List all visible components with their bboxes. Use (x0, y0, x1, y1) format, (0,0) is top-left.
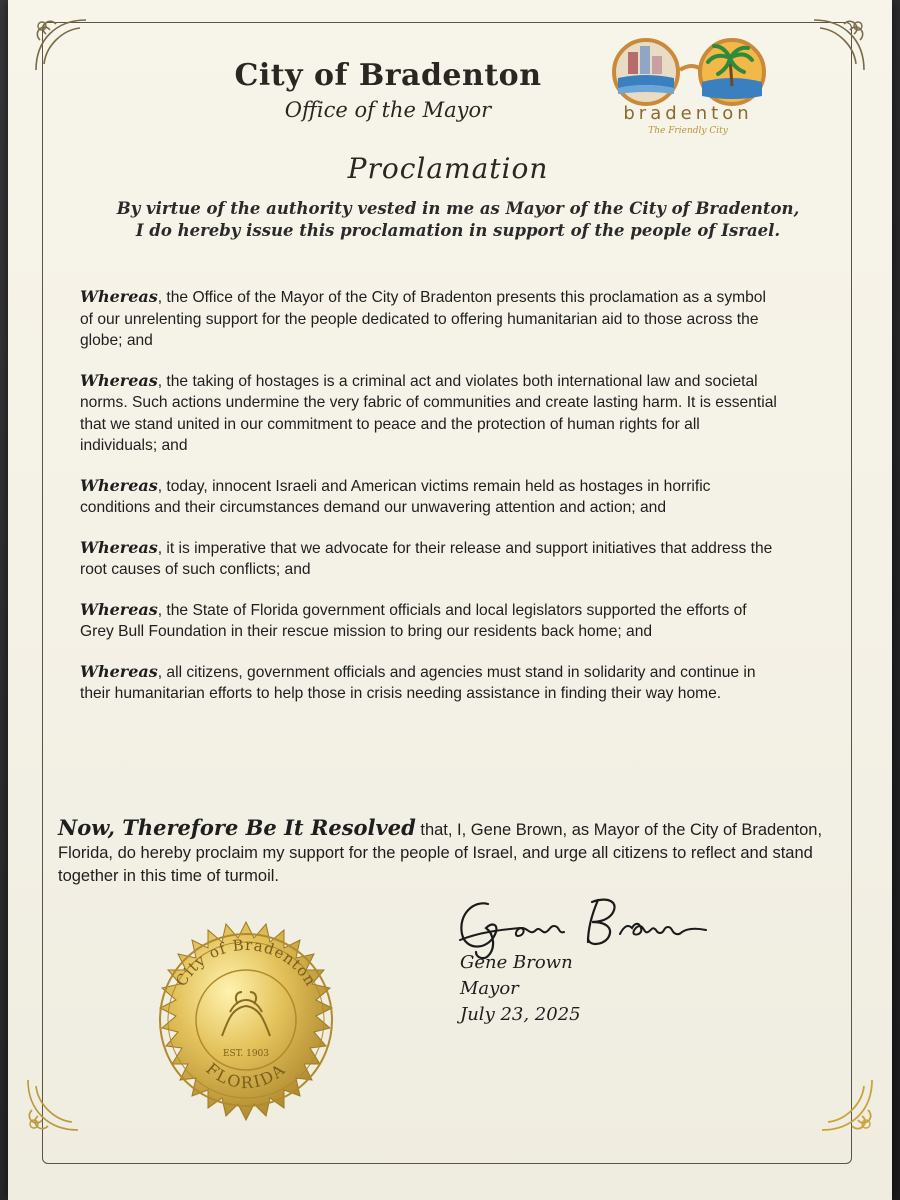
logo-tagline: The Friendly City (648, 126, 728, 136)
whereas-clause (80, 475, 780, 519)
signature-date: July 23, 2025 (460, 1004, 581, 1025)
intro-statement (98, 198, 818, 242)
intro-line-2: I do hereby issue this proclamation in support of the people of Israel. (135, 221, 781, 240)
proclamation-document (8, 0, 892, 1200)
clause-text: , it is imperative that we advocate for their release and support initiatives that address the root causes of such conflicts; and (80, 539, 773, 578)
whereas-clause (80, 661, 780, 705)
resolved-text: that, I, Gene Brown, as Mayor of the City of Bradenton, Florida, do hereby proclaim my support for the people of Israel, and urge all citizens to reflect and stand together in this time of turmoil. (58, 821, 823, 885)
clause-text: , the State of Florida government officials and local legislators supported the efforts of Grey Bull Foundation in their rescue mission to bring our residents back home; and (80, 601, 747, 640)
intro-line-1: By virtue of the authority vested in me as Mayor of the City of Bradenton, (116, 199, 800, 218)
whereas-lead: Whereas (80, 661, 158, 681)
mayor-signature (448, 890, 748, 960)
resolution-paragraph (58, 816, 848, 888)
whereas-lead: Whereas (80, 370, 158, 390)
document-title: City of Bradenton (234, 58, 542, 93)
seal-established: EST. 1903 (222, 1049, 270, 1059)
seal-top-text: City of Bradenton (172, 935, 321, 990)
seal-bottom-text: FLORIDA (202, 1059, 290, 1093)
clause-text: , the taking of hostages is a criminal act and violates both international law and societal norms. Such actions undermine the very fabric of communities and create lasting harm. It is essential that we stand united in our commitment to peace and the protection of human rights for all individuals; and (80, 372, 777, 454)
whereas-lead: Whereas (80, 475, 158, 495)
corner-flourish-top-left (26, 10, 96, 80)
clause-text: , today, innocent Israeli and American victims remain held as hostages in horrific conditions and their circumstances demand our unwavering attention and action; and (80, 477, 711, 516)
gold-city-seal-icon (126, 900, 366, 1140)
corner-flourish-bottom-left (18, 1070, 88, 1140)
whereas-lead: Whereas (80, 599, 158, 619)
whereas-clause (80, 286, 780, 352)
whereas-lead: Whereas (80, 287, 158, 306)
whereas-clause (80, 537, 780, 581)
document-subtitle: Office of the Mayor (284, 98, 492, 122)
clause-text: , the Office of the Mayor of the City of Bradenton presents this proclamation as a symbol of our unrelenting support for the people dedicated to offering humanitarian aid to those across the globe; and (80, 289, 766, 349)
whereas-clauses (80, 286, 780, 723)
signatory-title: Mayor (460, 978, 519, 999)
resolved-lead: Now, Therefore Be It Resolved (58, 815, 416, 840)
whereas-lead: Whereas (80, 537, 158, 557)
clause-text: , all citizens, government officials and agencies must stand in solidarity and continue in their humanitarian efforts to help those in crisis needing assistance in finding their way home. (80, 663, 756, 702)
signatory-name: Gene Brown (460, 952, 573, 973)
proclamation-heading: Proclamation (347, 152, 549, 185)
whereas-clause (80, 599, 780, 643)
corner-flourish-top-right (804, 10, 874, 80)
corner-flourish-bottom-right (812, 1070, 882, 1140)
logo-wordmark: bradenton (623, 103, 753, 124)
whereas-clause (80, 370, 780, 457)
